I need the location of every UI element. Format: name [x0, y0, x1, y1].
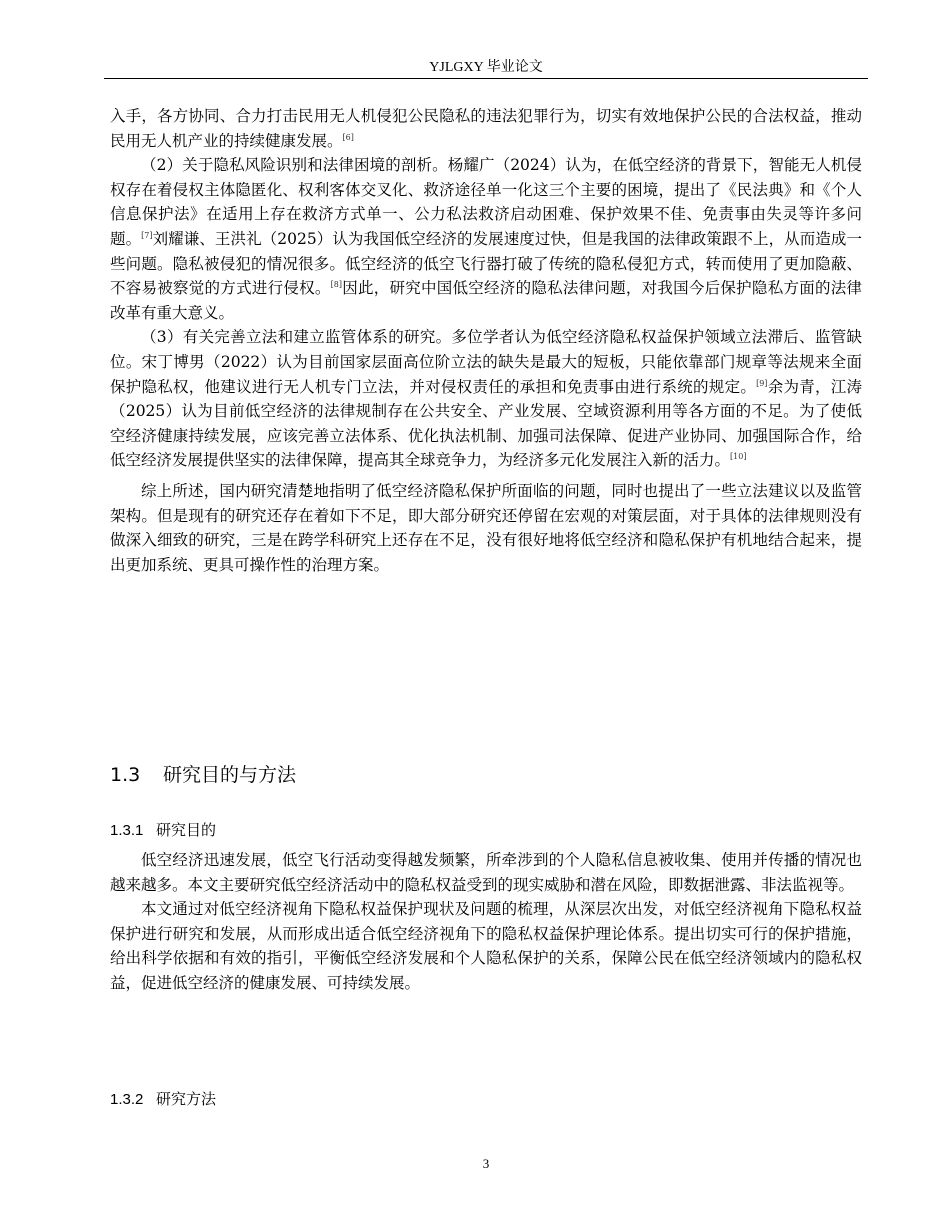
section-heading-1-3	[110, 760, 296, 787]
section-title: 研究目的与方法	[163, 764, 297, 786]
running-header: YJLGXY 毕业论文	[429, 60, 543, 75]
paragraph-summary: 综上所述，国内研究清楚地指明了低空经济隐私保护所面临的问题，同时也提出了一些立法建议以及监管架构。但是现有的研究还存在着如下不足，即大部分研究还停留在宏观的对策层面，对于具体的法律规则没有做深入细致的研究，三是在跨学科研究上还存在不足，没有很好地将低空经济和隐私保护有机地结合起来，提出更加系统、更具可操作性的治理方案。	[110, 481, 862, 574]
paragraph-purpose-1: 低空经济迅速发展，低空飞行活动变得越发频繁，所牵涉到的个人隐私信息被收集、使用并传播的情况也越来越多。本文主要研究低空经济活动中的隐私权益受到的现实威胁和潜在风险，即数据泄露、非法监视等。	[110, 851, 862, 894]
paragraph-text: 入手，各方协同、合力打击民用无人机侵犯公民隐私的违法犯罪行为，切实有效地保护公民的合法权益，推动民用无人机产业的持续健康发展。	[110, 107, 862, 150]
citation-ref: [7]	[141, 230, 153, 240]
citation-ref: [9]	[756, 378, 768, 388]
subsection-title: 研究方法	[156, 1090, 217, 1108]
section-number: 1.3	[110, 764, 141, 786]
subsection-number: 1.3.1	[110, 822, 144, 839]
paragraph-text: 刘耀谦、王洪礼（2025）认为我国低空经济的发展速度过快，但是我国的法律政策跟不上，从而造成一些问题。隐私被侵犯的情况很多。低空经济的低空飞行器打破了传统的隐私侵犯方式，转而使用了更加隐蔽、不容易被察觉的方式进行侵权。	[110, 229, 862, 298]
paragraph-continuation	[110, 104, 862, 153]
citation-ref: [6]	[342, 132, 354, 142]
citation-ref: [8]	[330, 280, 342, 290]
paragraph-text: （2）关于隐私风险识别和法律困境的剖析。杨耀广（2024）认为，在低空经济的背景下，智能无人机侵权存在着侵权主体隐匿化、权利客体交叉化、救济途径单一化这三个主要的困境，提出了《民法典》和《个人信息保护法》在适用上存在救济方式单一、公力私法救济启动困难、保护效果不佳、免责事由失灵等许多问题。	[110, 156, 862, 248]
paragraph-purpose-2: 本文通过对低空经济视角下隐私权益保护现状及问题的梳理，从深层次出发，对低空经济视角下隐私权益保护进行研究和发展，从而形成出适合低空经济视角下的隐私权益保护理论体系。提出切实可行的保护措施，给出科学依据和有效的指引，平衡低空经济发展和个人隐私保护的关系，保障公民在低空经济领域内的隐私权益，促进低空经济的健康发展、可持续发展。	[110, 900, 862, 992]
paragraph-privacy-risk	[110, 153, 862, 325]
subsection-heading-1-3-2	[110, 1088, 216, 1109]
subsection-heading-1-3-1	[110, 819, 216, 840]
research-purpose-text	[110, 848, 862, 996]
paragraph-text: 因此，研究中国低空经济的隐私法律问题，对我国今后保护隐私方面的法律改革有重大意义。	[110, 279, 862, 322]
citation-ref: [10]	[730, 452, 747, 462]
page-number: 3	[482, 1156, 490, 1171]
paragraph-text: 余为青，江涛（2025）认为目前低空经济的法律规制存在公共安全、产业发展、空域资源利用等各方面的不足。为了使低空经济健康持续发展，应该完善立法体系、优化执法机制、加强司法保障、促进产业协同、加强国际合作，给低空经济发展提供坚实的法律保障，提高其全球竞争力，为经济多元化发展注入新的活力。	[110, 377, 862, 470]
subsection-title: 研究目的	[156, 821, 217, 839]
subsection-number: 1.3.2	[110, 1091, 144, 1108]
paragraph-text: （3）有关完善立法和建立监管体系的研究。多位学者认为低空经济隐私权益保护领域立法滞后、监管缺位。宋丁博男（2022）认为目前国家层面高位阶立法的缺失是最大的短板，只能依靠部门规章等法规来全面保护隐私权，他建议进行无人机专门立法，并对侵权责任的承担和免责事由进行系统的规定。	[110, 328, 862, 396]
body-text	[110, 104, 862, 577]
header-divider	[104, 78, 868, 79]
paragraph-legislation	[110, 325, 862, 473]
